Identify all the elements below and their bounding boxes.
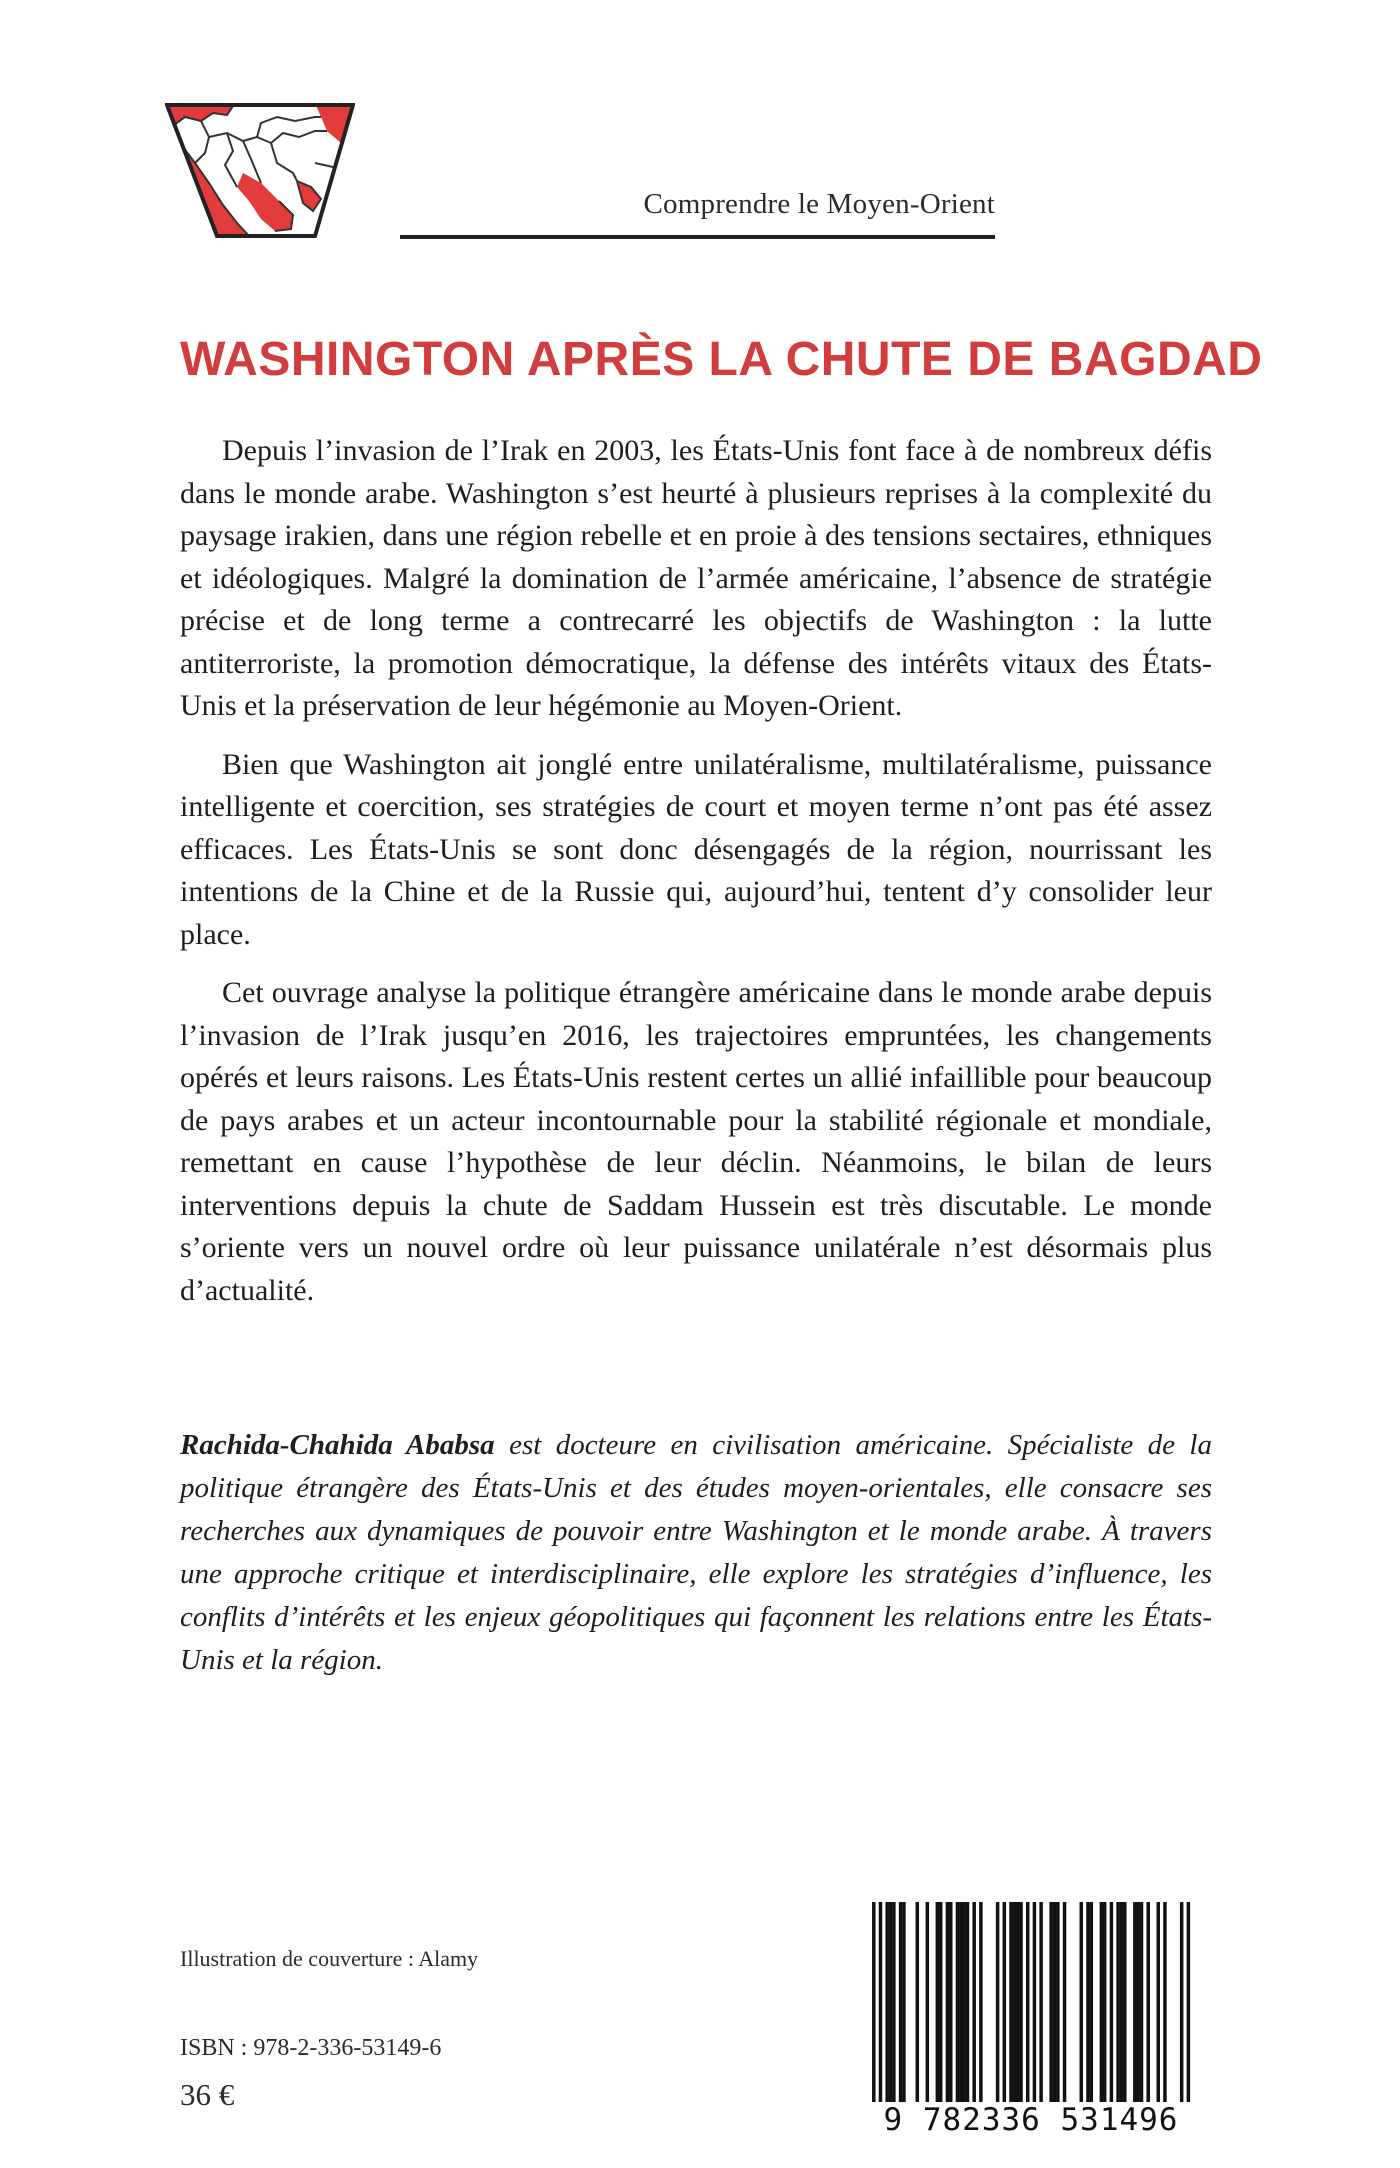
barcode-bar bbox=[1016, 1902, 1020, 2102]
series-divider bbox=[400, 235, 995, 239]
isbn: ISBN : 978-2-336-53149-6 bbox=[180, 2035, 442, 2061]
barcode-bar bbox=[972, 1902, 976, 2102]
barcode-bar bbox=[1003, 1902, 1007, 2102]
barcode-bars bbox=[862, 1902, 1200, 2102]
barcode-bar bbox=[1140, 1902, 1144, 2102]
barcode-bar bbox=[899, 1902, 903, 2102]
barcode-digits: 9 782336 531496 bbox=[883, 2102, 1179, 2138]
summary-paragraph: Depuis l’invasion de l’Irak en 2003, les États-Unis font face à de nombreux défis dans le monde arabe. Washington s’est heurté à plusieurs reprises à la complexité du paysage irakien, dans une région rebelle et en proie à des tensions sectaires, ethniques et idéologiques. Malgré la domination de l’armée américaine, l’absence de stratégie précise et de long terme a contrecarré les objectifs de Washington : la lutte antiterroriste, la promotion démocratique, la défense des intérêts vitaux des États-Unis et la préservation de leur hégémonie au Moyen-Orient. bbox=[180, 434, 1212, 722]
barcode-bar bbox=[885, 1902, 889, 2102]
barcode-bar bbox=[962, 1902, 966, 2102]
barcode-bar bbox=[1019, 1902, 1023, 2102]
barcode-bar bbox=[936, 1902, 940, 2102]
barcode-bar bbox=[926, 1902, 930, 2102]
barcode-bar bbox=[889, 1902, 893, 2102]
barcode-bar bbox=[1033, 1902, 1037, 2102]
summary-paragraph: Cet ouvrage analyse la politique étrangère américaine dans le monde arabe depuis l’invasion de l’Irak jusqu’en 2016, les trajectoires empruntées, les changements opérés et leurs raisons. Les États-Unis restent certes un allié infaillible pour beaucoup de pays arabes et un acteur incontournable pour la stabilité régionale et mondiale, remettant en cause l’hypothèse de leur déclin. Néanmoins, le bilan de leurs interventions depuis la chute de Saddam Hussein est très discutable. Le monde s’oriente vers un nouvel ordre où leur puissance unilatérale n’est désormais plus d’actualité. bbox=[180, 976, 1212, 1307]
series-name: Comprendre le Moyen-Orient bbox=[643, 188, 995, 220]
author-bio bbox=[180, 1424, 1212, 1682]
barcode-bar bbox=[1056, 1902, 1060, 2102]
barcode-bar bbox=[892, 1902, 896, 2102]
barcode-bar bbox=[1163, 1902, 1167, 2102]
barcode-bar bbox=[1039, 1902, 1043, 2102]
author-name: Rachida-Chahida Ababsa bbox=[180, 1429, 495, 1461]
barcode-bar bbox=[1049, 1902, 1053, 2102]
barcode-bar bbox=[1180, 1902, 1184, 2102]
summary-paragraph: Bien que Washington ait jonglé entre unilatéralisme, multilatéralisme, puissance intelligente et coercition, ses stratégies de court et moyen terme n’ont pas été assez efficaces. Les États-Unis se sont donc désengagés de la région, nourrissant les intentions de la Chine et de la Russie qui, aujourd’hui, tentent d’y consolider leur place. bbox=[180, 747, 1212, 951]
barcode-bar bbox=[1026, 1902, 1030, 2102]
author-bio-text: est docteure en civilisation américaine. Spécialiste de la politique étrangère des États-Unis et des études moyen-orientales, elle consacre ses recherches aux dynamiques de pouvoir entre Washington et le monde arabe. À travers une approche critique et interdisciplinaire, elle explore les stratégies d’influence, les conflits d’intérêts et les enjeux géopolitiques qui façonnent les relations entre les États-Unis et la région. bbox=[180, 1429, 1212, 1676]
barcode-bar bbox=[1157, 1902, 1161, 2102]
series-logo-map bbox=[165, 103, 355, 238]
barcode-bar bbox=[959, 1902, 963, 2102]
barcode-bar bbox=[949, 1902, 953, 2102]
barcode-bar bbox=[1053, 1902, 1057, 2102]
barcode-bar bbox=[879, 1902, 883, 2102]
barcode-bar bbox=[956, 1902, 960, 2102]
barcode-bar bbox=[979, 1902, 983, 2102]
barcode-bar bbox=[1120, 1902, 1124, 2102]
middle-east-map-icon bbox=[165, 103, 355, 238]
barcode-bar bbox=[1100, 1902, 1104, 2102]
barcode-bar bbox=[1116, 1902, 1120, 2102]
barcode-bar bbox=[1123, 1902, 1127, 2102]
barcode-bar bbox=[1187, 1902, 1191, 2102]
barcode-bar bbox=[966, 1902, 970, 2102]
barcode-bar bbox=[1063, 1902, 1067, 2102]
barcode-bar bbox=[946, 1902, 950, 2102]
barcode-bar bbox=[1080, 1902, 1084, 2102]
barcode-bar bbox=[1013, 1902, 1017, 2102]
price: 36 € bbox=[180, 2077, 235, 2112]
barcode-bar bbox=[1103, 1902, 1107, 2102]
book-title: WASHINGTON APRÈS LA CHUTE DE BAGDAD bbox=[180, 333, 1263, 387]
barcode-bar bbox=[1110, 1902, 1114, 2102]
barcode-bar bbox=[1146, 1902, 1150, 2102]
illustration-credit: Illustration de couverture : Alamy bbox=[180, 1946, 479, 1971]
barcode-bar bbox=[1086, 1902, 1090, 2102]
barcode-bar bbox=[1090, 1902, 1094, 2102]
barcode bbox=[862, 1902, 1200, 2148]
barcode-bar bbox=[1133, 1902, 1137, 2102]
barcode-bar bbox=[1009, 1902, 1013, 2102]
barcode-bar bbox=[872, 1902, 876, 2102]
summary bbox=[180, 430, 1212, 1328]
barcode-bar bbox=[1136, 1902, 1140, 2102]
barcode-bar bbox=[902, 1902, 906, 2102]
barcode-bar bbox=[939, 1902, 943, 2102]
barcode-bar bbox=[996, 1902, 1000, 2102]
barcode-bar bbox=[916, 1902, 920, 2102]
